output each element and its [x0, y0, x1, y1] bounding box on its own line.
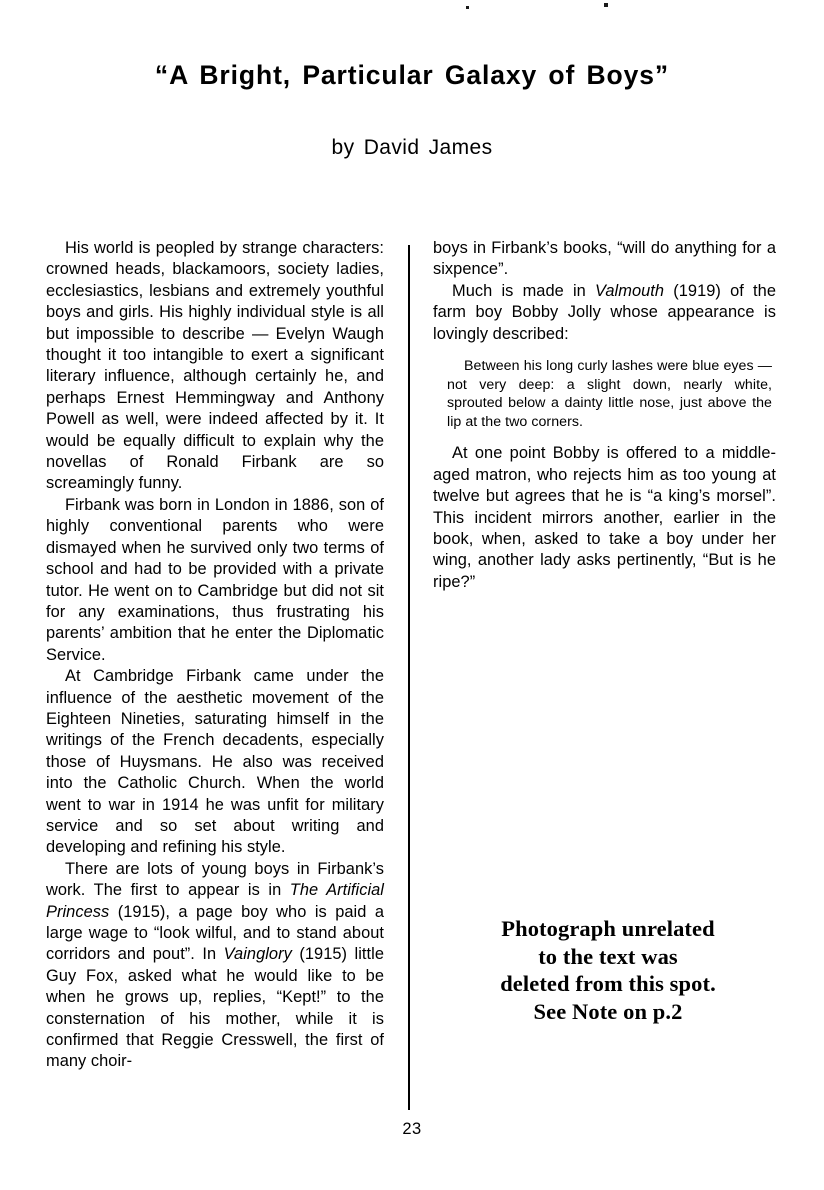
- page-number: 23: [402, 1120, 422, 1138]
- text-run: (1915), a page boy who is paid a large wage to “look wilful, and to stand about corridors and pout”. In: [46, 902, 384, 964]
- photo-deleted-note: [438, 915, 778, 1025]
- book-title-vainglory: Vainglory: [223, 945, 292, 964]
- paragraph-continuation: boys in Firbank’s books, “will do anything for a sixpence”.: [433, 239, 776, 279]
- paragraph: His world is peopled by strange characters: crowned heads, blackamoors, society ladies, ecclesiastics, lesbians and extremely youthful boys and girls. His highly individual style is all but impossible to describe — Evelyn Waugh thought it too intangible to exert a significant literary influence, although certainly he, and perhaps Ernest Hemmingway and Anthony Powell as well, were indeed affected by it. It would be equally difficult to explain why the novellas of Ronald Firbank are so screamingly funny.: [46, 239, 384, 493]
- scan-speck: [466, 6, 469, 9]
- book-title-valmouth: Valmouth: [595, 281, 665, 300]
- text-run: (1919) of the farm boy Bobby Jolly whose appearance is lovingly described:: [433, 281, 776, 343]
- text-run: (1915) little Guy Fox, asked what he would like to be when he grows up, replies, “Kept!” to the consternation of his mother, while it is confirmed that Reggie Cresswell, the first of many choir-: [46, 945, 384, 1071]
- photo-note-line: Photograph unrelated: [501, 916, 715, 941]
- column-divider-rule: [408, 245, 410, 1110]
- paragraph: At Cambridge Firbank came under the influence of the aesthetic movement of the Eighteen Nineties, saturating himself in the writings of the French decadents, especially those of Huysmans. He also was received into the Catholic Church. When the world went to war in 1914 he was unfit for military service and so set about writing and developing and refining his style.: [46, 667, 384, 857]
- right-column: [433, 238, 776, 593]
- left-column: [46, 238, 384, 1073]
- byline: by David James: [331, 136, 493, 159]
- photo-note-line: deleted from this spot.: [500, 971, 716, 996]
- scan-speck: [604, 3, 608, 7]
- photo-note-line: See Note on p.2: [533, 998, 683, 1024]
- photo-note-line: to the text was: [538, 943, 678, 969]
- paragraph-with-titles: [433, 281, 776, 345]
- paragraph: Firbank was born in London in 1886, son of highly conventional parents who were dismayed when he survived only two terms of school and had to be provided with a private tutor. He went on to Cambridge but did not sit for any examinations, thus frustrating his parents’ ambition that he enter the Diplomatic Service.: [46, 495, 384, 664]
- book-title-artificial-princess: The Artificial Princess: [46, 881, 384, 921]
- text-run: Much is made in: [452, 281, 596, 300]
- text-run: There are lots of young boys in Firbank’s work. The first to appear is in: [46, 859, 384, 900]
- paragraph-with-titles: [46, 859, 384, 1073]
- block-quote: Between his long curly lashes were blue eyes — not very deep: a slight down, nearly white, sprouted below a dainty little nose, just above the lip at the two corners.: [447, 358, 772, 430]
- paragraph: At one point Bobby is offered to a middle-aged matron, who rejects him as too young at twelve but agrees that he is “a king’s morsel”. This incident mirrors another, earlier in the book, when, asked to take a boy under her wing, another lady asks pertinently, “But is he ripe?”: [433, 444, 776, 591]
- page-title: “A Bright, Particular Galaxy of Boys”: [154, 59, 670, 90]
